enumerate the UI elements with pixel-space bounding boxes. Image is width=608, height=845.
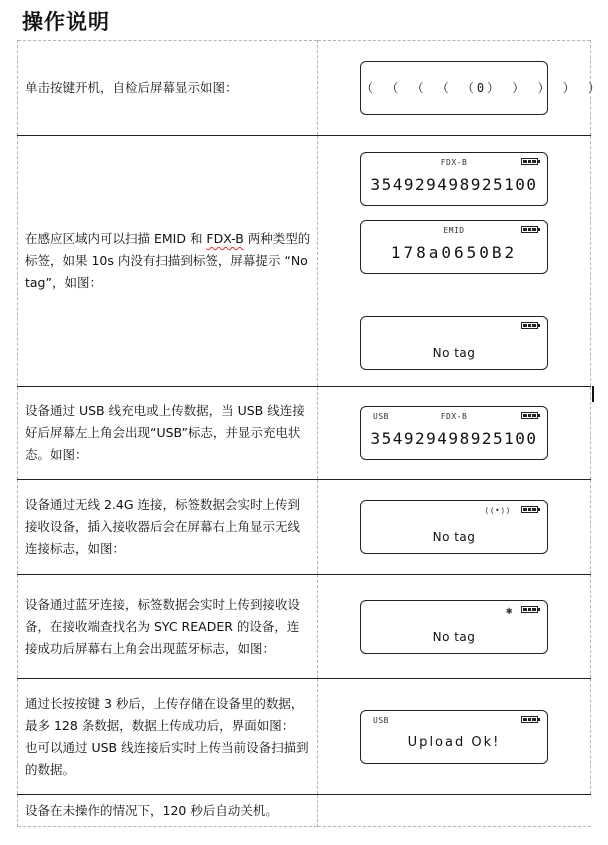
no-tag-text: No tag: [432, 346, 476, 360]
row-description: [18, 387, 318, 480]
description-text: 设备通过蓝牙连接，标签数据会实时上传到接收设备，在接收端查找名为 SYC READER 的设备，连接成功后屏幕右上角会出现蓝牙标志，如图：: [25, 596, 301, 656]
description-text: 在感应区域内可以扫描 EMID 和 FDX-B 两种类型的标签，如果 10s 内没有扫描到标签，屏幕提示 “No tag”，如图：: [25, 231, 311, 290]
device-screen-wireless: [360, 500, 548, 554]
battery-icon: [521, 158, 538, 165]
battery-icon: [521, 506, 538, 513]
description-text: 设备在未操作的情况下，120 秒后自动关机。: [25, 802, 278, 818]
row-figure: [318, 41, 604, 136]
row-description: [18, 575, 318, 679]
table-row: [18, 679, 591, 795]
description-text: 通过长按按键 3 秒后，上传存储在设备里的数据，最多 128 条数据，数据上传成功后，界面如图：: [25, 695, 304, 733]
row-figure: [318, 480, 591, 575]
startup-wave-text: （ （ （ （ （0） ） ） ） ）: [361, 81, 604, 95]
description-text: 单击按键开机，自检后屏幕显示如图：: [25, 80, 238, 95]
device-screen: [360, 61, 604, 115]
wireless-icon: ((•)): [484, 506, 511, 515]
device-screen-usb: [360, 406, 548, 460]
device-screen-upload: [360, 710, 548, 764]
description-text: 设备通过 USB 线充电或上传数据，当 USB 线连接好后屏幕左上角会出现“USB”标志，并显示充电状态。如图：: [25, 403, 305, 462]
table-row: [18, 575, 591, 679]
table-row: [18, 795, 591, 827]
row-description: [18, 795, 318, 827]
fdx-b-wavy-text: FDX-B: [206, 231, 244, 246]
text-cursor: [592, 386, 594, 402]
description-text: 设备通过无线 2.4G 连接，标签数据会实时上传到接收设备，插入接收器后会在屏幕右上角显示无线连接标志，如图：: [25, 497, 301, 556]
table-row: [18, 41, 591, 136]
no-tag-text: No tag: [432, 629, 476, 644]
table-row: [18, 480, 591, 575]
tag-id-text: 354929498925100: [370, 429, 538, 448]
row-description: [18, 679, 318, 795]
device-screen-notag: [360, 316, 548, 370]
upload-ok-text: Upload Ok!: [407, 734, 501, 750]
row-description: [18, 41, 318, 136]
device-screen-emid: [360, 220, 548, 274]
row-figure: [318, 387, 591, 480]
battery-icon: [521, 606, 538, 613]
battery-icon: [521, 226, 538, 233]
battery-icon: [521, 412, 538, 419]
row-description: [18, 136, 318, 387]
row-figure: [318, 575, 591, 679]
bluetooth-icon: ✱: [505, 603, 513, 617]
description-text: 也可以通过 USB 线连接后实时上传当前设备扫描到的数据。: [25, 739, 309, 777]
page-title: 操作说明: [22, 10, 110, 34]
table-row: [18, 387, 591, 480]
usb-label: USB: [373, 715, 389, 725]
device-screen-bluetooth: [360, 600, 548, 654]
row-figure-empty: [318, 795, 591, 827]
tag-type-label: EMID: [443, 226, 465, 235]
tag-type-label: FDX-B: [440, 412, 468, 421]
tag-id-text: 354929498925100: [370, 175, 538, 194]
instructions-table: [17, 40, 604, 827]
tag-id-text: 178a0650B2: [390, 243, 518, 262]
row-description: [18, 480, 318, 575]
tag-type-label: FDX-B: [440, 158, 468, 167]
battery-icon: [521, 322, 538, 329]
row-figure: [318, 679, 591, 795]
no-tag-text: No tag: [432, 530, 476, 544]
battery-icon: [521, 716, 538, 723]
row-figure: [318, 136, 591, 387]
table-row: [18, 136, 591, 387]
device-screen-fdxb: [360, 152, 548, 206]
usb-label: USB: [373, 412, 389, 421]
